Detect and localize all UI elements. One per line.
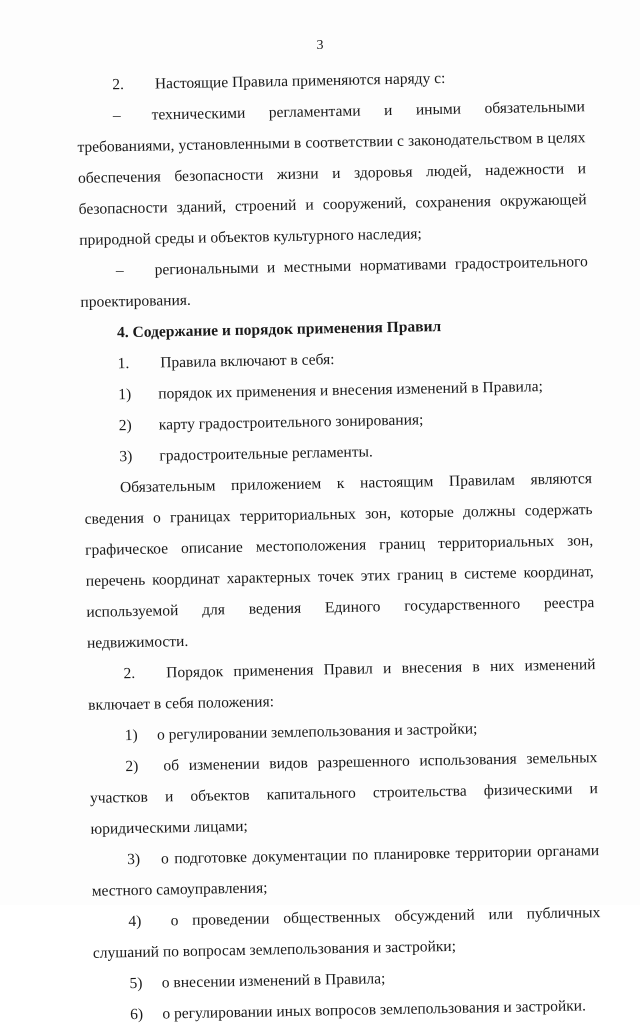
list2-item-text: о регулировании иных вопросов землепользования и застройки. (162, 997, 587, 1023)
section4-p1-intro: 1. Правила включают в себя: (117, 351, 335, 373)
list2-item-text: о регулировании землепользования и застройки; (156, 720, 478, 744)
page-number: 3 (316, 38, 324, 53)
list1-item-text: градостроительные регламенты. (159, 443, 373, 465)
list1-item-text: порядок их применения и внесения изменений в Правила; (158, 378, 543, 403)
section2-dash-item-2: – региональными и местными нормативами градостроительного проектирования. (80, 253, 588, 311)
section4-heading: 4. Содержание и порядок применения Правил (116, 318, 442, 342)
list1-item-number: 1) (118, 386, 132, 404)
list2-item-number: 3) (127, 850, 141, 869)
list2-item-text: о проведении общественных обсуждений или публичных слушаний по вопросам землепользования и застройки; (92, 904, 601, 962)
list2-item-text: о подготовке документации по планировке территории органами местного самоуправления; (91, 842, 600, 900)
section2-intro: 2. Настоящие Правила применяются наряду с: (112, 69, 446, 94)
list2-item-text: об изменении видов разрешенного использования земельных участков и объектов капитального строительства физическими и юридическими лицами; (89, 749, 599, 838)
list2-item (92, 897, 601, 969)
list1-item-number: 3) (119, 447, 133, 466)
list2-item-number: 6) (129, 1005, 144, 1024)
list2-item-text: о внесении изменений в Правила; (161, 970, 386, 992)
list1-item-text: карту градостроительного зонирования; (158, 411, 424, 434)
section4-p2-intro: 2. Порядок применения Правил и внесения в них изменений включает в себя положения: (88, 656, 596, 714)
document-body (76, 60, 602, 1031)
list2-item-number: 4) (128, 912, 142, 931)
annex-paragraph: Обязательным приложением к настоящим Правилам являются сведения о границах территориальных зон, которые должны содержать графическое описание местоположения границ территориальных зон, перечень координат характерных точек этих границ в системе координат, используемой для ведения Единого государственного реестра недвижимости. (84, 470, 595, 652)
list2-item-number: 2) (125, 757, 139, 776)
list2-item (91, 835, 600, 907)
list2-item-number: 1) (124, 726, 138, 745)
list1-item-number: 2) (118, 416, 132, 435)
section2-dash-item-1: – техническими регламентами и иными обязательными требованиями, установленными в соответствии с законодательством в целях обеспечения безопасности жизни и здоровья людей, надежности и безопасности зданий, строений и сооружений, сохранения окружающей природной среды и объектов культурного наследия; (77, 98, 587, 249)
list2-item-number: 5) (129, 974, 143, 993)
list2-item (89, 742, 599, 845)
